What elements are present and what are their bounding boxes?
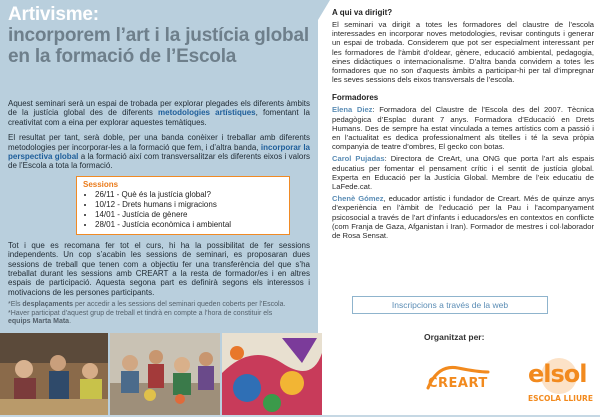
elsol-logo-subtext: ESCOLA LLIURE [528, 394, 593, 403]
footnote-line-3: equips Marta Mata. [8, 318, 72, 326]
photo-workshop [0, 333, 108, 415]
result-text-2: a la formació així com transversalitzar els diferents eixos i valors de l’Escola a tota la formació. [8, 152, 310, 171]
trainer-item [332, 194, 594, 240]
photo-paint-art [222, 333, 322, 415]
result-text-1: El resultat per tant, serà doble, per una banda conèixer i treballar amb diferents metodologies per incorporar-les a la formació que fem, i d’altra banda, [8, 133, 310, 152]
footnote-line-2: *Haver participat d’aquest grup de treball et tindrà en compte a l’hora de constituir els [8, 309, 273, 317]
page-title [8, 4, 310, 67]
audience-paragraph: El seminari va dirigit a totes les formadores del claustre de l’escola interessades en incorporar noves metodologies, revisar continguts i generar un espai de trobada. Considerem que pot ser especialment interessant per les formadores de l’àmbit d’oldear, gènere, educació ambiental, pedagogia, eines didàctiques o internacionalisme. D’altra banda convidem a totes les formadores que no son d’aquests àmbits a participar-hi per tal d’impregnar les seves sessions dels eixos transversals de l’escola. [332, 20, 594, 85]
session-item: • 10/12 - Drets humans i migracions [95, 200, 283, 210]
trainer-bio: : Formadora del Claustre de l’Escola des del 2007. Tècnica pedagògica d’Esplac durant 7 anys. Formadora d’Educació en Drets Humans. Des de sempre ha estat vinculada a temes artístics com a passió i en l’actualitat es dedica professionalment als titelles i té la seva pròpia companyia de teatre d’ombres, El gecko con botas. [332, 105, 595, 152]
photo-strip [0, 333, 322, 415]
result-paragraph [8, 133, 310, 171]
left-column [8, 0, 310, 327]
trainer-name: Chenè Gómez [332, 194, 384, 204]
organized-by-label: Organitzat per: [424, 332, 485, 342]
trainer-name: Elena Diez [332, 105, 373, 115]
intro-highlight: metodologies artístiques [158, 108, 256, 118]
course-paragraph: Tot i que es recomana fer tot el curs, hi ha la possibilitat de fer sessions independents. Un cop s’acabin les sessions de seminari, es proposaran dues sessions de treball que tenen com a objectiu fer una transferència del que s’ha treballat durant les sessions amb CREART a la resta de formador/es i en altres espais de participació. Aquesta segona part es definirà segons els interessos i motivacions de les persones participants. [8, 240, 310, 297]
right-column [332, 8, 594, 240]
photo-group-activity [110, 333, 220, 415]
result-highlight: incorporar la perspectiva global [8, 142, 310, 162]
creart-logo-text: CREART [428, 376, 488, 391]
sessions-title: Sessions [83, 179, 119, 189]
trainers-heading: Formadores [332, 93, 379, 103]
title-line-3: en la formació de l’Escola [8, 46, 237, 67]
elsol-logo-text: elsol [528, 360, 587, 388]
trainer-bio: : Directora de CreArt, una ONG que porta l’art als espais educatius per fomentar el pensament crític i el sentit de justícia global. Experta en Educació per la Justícia Global. Membre de l’eix educatiu de LaFede.cat. [332, 154, 594, 192]
trainer-item [332, 154, 594, 191]
elsol-logo [522, 348, 596, 412]
session-item: • 26/11 - Què és la justícia global? [95, 190, 283, 200]
footnote-line-1: *Els desplaçaments per accedir a les sessions del seminari queden coberts per l’Escola. [8, 301, 286, 309]
intro-text-1: Aquest seminari serà un espai de trobada per explorar plegades els diferents àmbits de la justícia global des de diferents [8, 99, 310, 118]
sessions-box [76, 176, 290, 235]
trainer-name: Carol Pujadas [332, 154, 385, 164]
session-item: • 14/01 - Justícia de gènere [95, 210, 283, 220]
intro-paragraph [8, 99, 310, 127]
trainer-bio: , educador artístic i fundador de Creart. Més de quinze anys d’experiència en l’àmbit de l’educació per la Pau i l’acompanyament psicosocial a través de l’art d’infants i educadors/es en contextos en conflicte (com Franja de Gaza, Afganistan i Iran). Formador de mestres i col·laborador de Rosa Sensat. [332, 194, 595, 241]
audience-heading: A qui va dirigit? [332, 8, 393, 17]
title-line-1: Artivisme: [8, 4, 99, 25]
registration-link[interactable]: Inscripcions a través de la web [352, 296, 548, 314]
creart-logo [424, 360, 492, 402]
footnote [8, 301, 310, 326]
sessions-list [83, 190, 283, 230]
session-item: • 28/01 - Justícia econòmica i ambiental [95, 220, 283, 230]
intro-text-2: , fomentant la creativitat com a eina per explorar aquestes temàtiques. [8, 108, 310, 127]
trainer-item [332, 105, 594, 151]
title-line-2: incorporem l’art i la justícia global [8, 25, 309, 46]
